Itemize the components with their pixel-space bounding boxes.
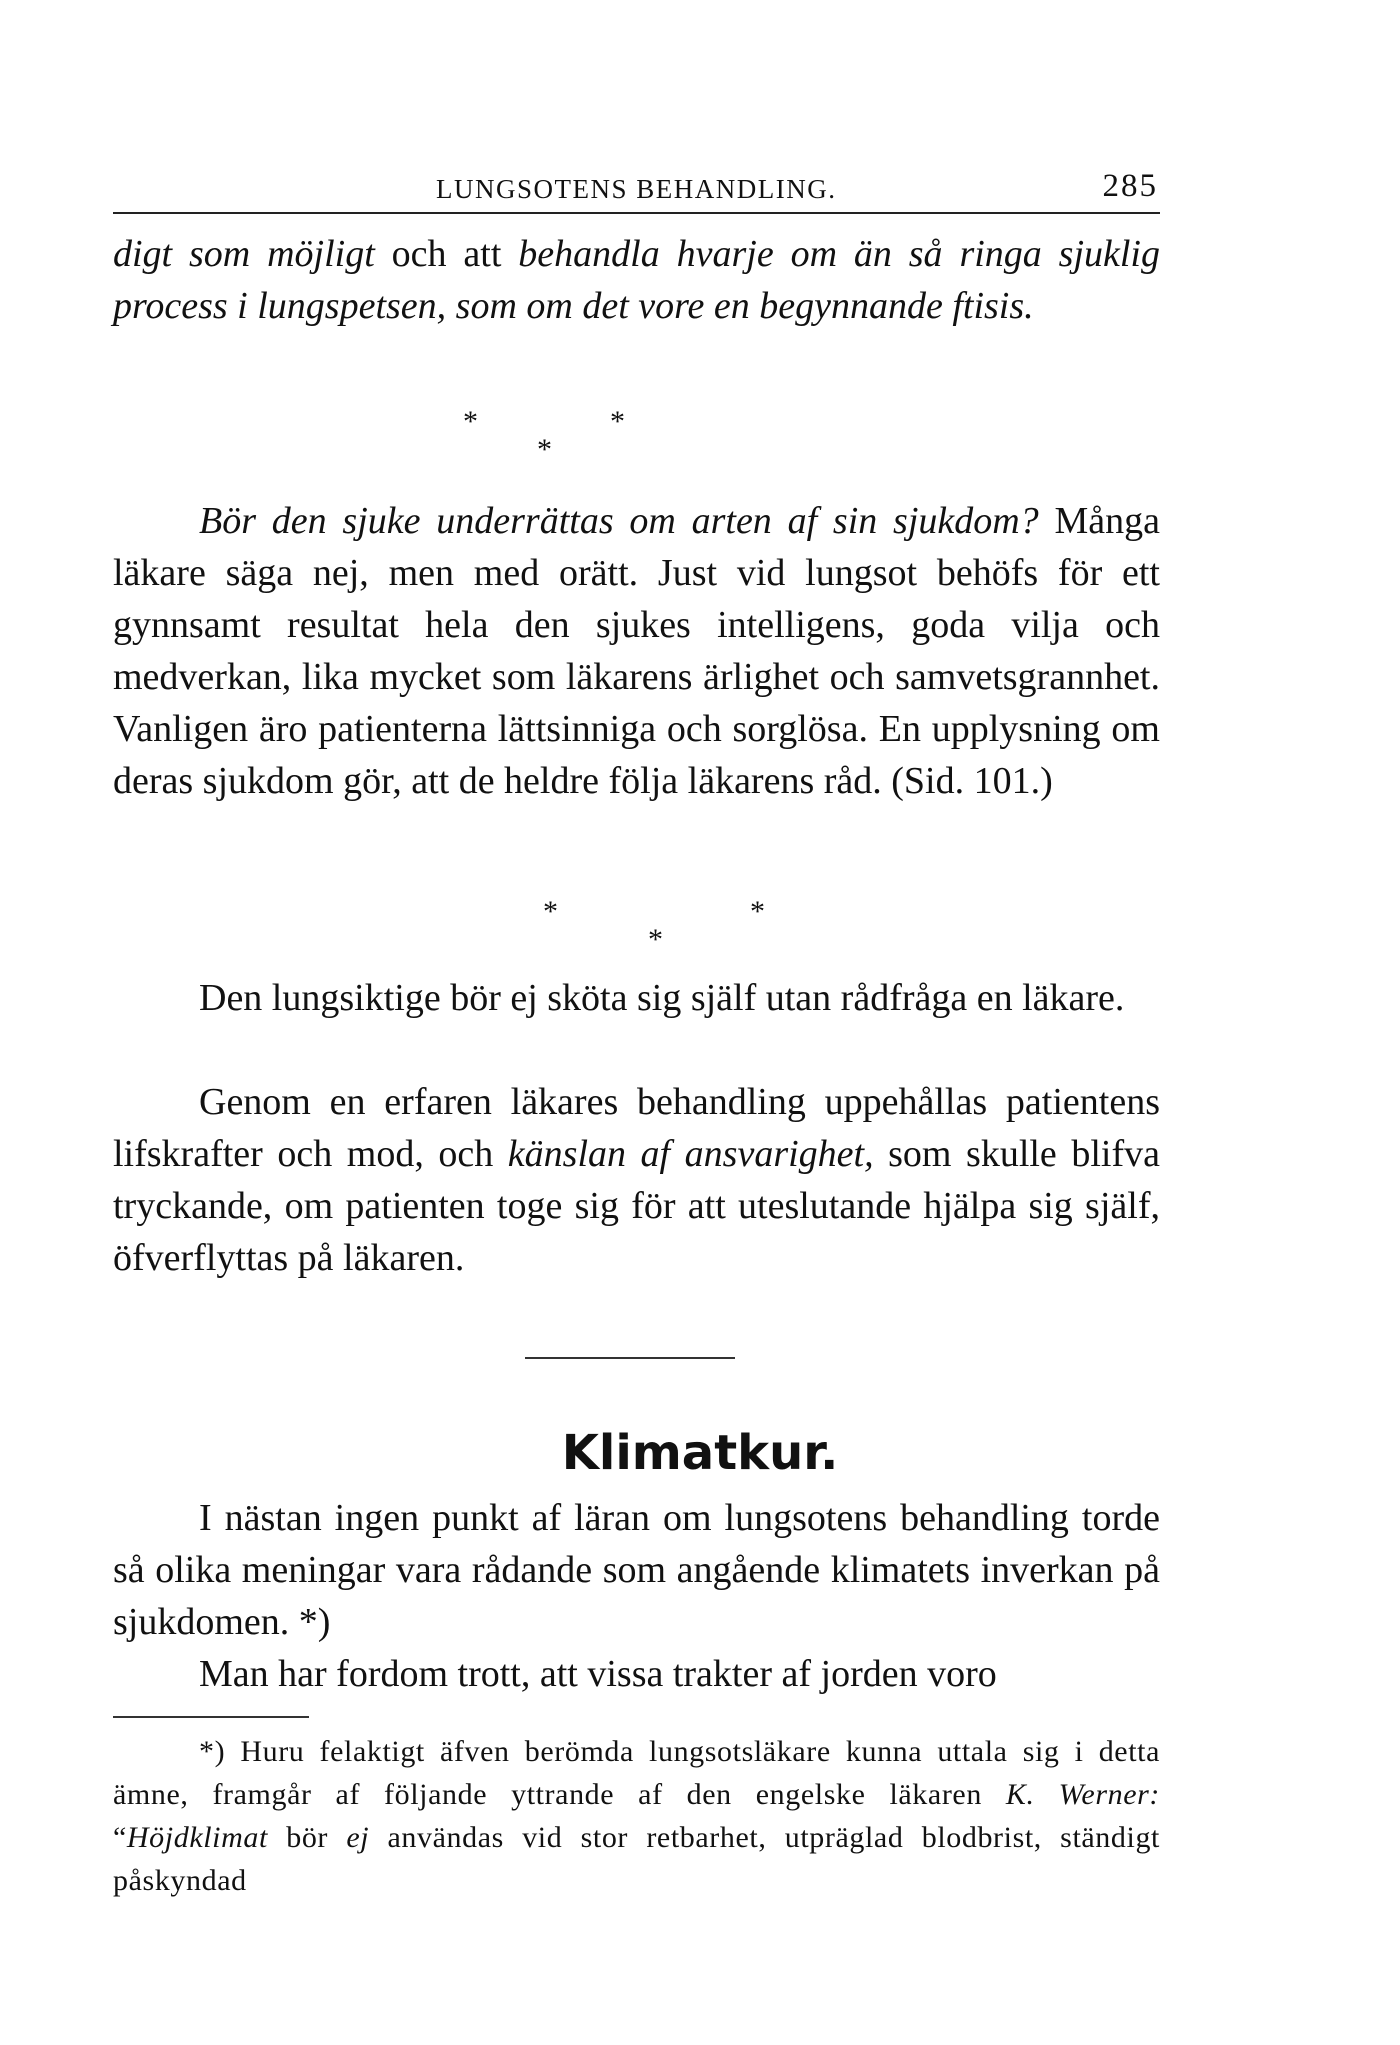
emphasis-text: digt som möjligt <box>113 233 375 275</box>
asterisk: * <box>463 405 478 438</box>
footnote <box>113 1730 1160 1902</box>
footnote-text: bör <box>267 1821 347 1854</box>
paragraph-climate-intro: I nästan ingen punkt af läran om lungsotens behandling torde så olika meningar vara rådande som angående klimatets inverkan på sjukdomen. *) <box>113 1497 1160 1643</box>
asterisk: * <box>648 923 663 956</box>
footnote-emphasis: ej <box>346 1821 370 1854</box>
paragraph-continuation <box>113 228 1160 332</box>
asterisk: * <box>610 405 625 438</box>
asterism-separator <box>540 895 765 956</box>
paragraph-text: Många läkare säga nej, men med orätt. Just vid lungsot behöfs för ett gynnsamt resultat hela den sjukes intelligens, goda vilja och medverkan, lika mycket som läkarens ärlighet och samvetsgrannhet. Vanligen äro patienterna lättsinniga och sorglösa. En upplysning om deras sjukdom gör, att de heldre följa läkarens råd. (Sid. 101.) <box>113 500 1160 802</box>
paragraph-text: Genom en erfaren läkares behandling uppehållas patientens lifskrafter och mod, och <box>113 1081 1160 1175</box>
paragraph-climate-history: Man har fordom trott, att vissa trakter af jorden voro <box>199 1653 997 1695</box>
asterism-separator <box>460 405 660 465</box>
asterisk: * <box>750 895 765 928</box>
page-header <box>113 168 1160 214</box>
page-number: 285 <box>1102 168 1158 204</box>
paragraph-patient-information <box>113 495 1160 807</box>
emphasis-text: behandla hvarje om än så ringa sjuklig process i lungspetsen, som om det vore en begynnande ftisis. <box>113 233 1160 327</box>
footnote-emphasis: Höjdklimat <box>126 1821 268 1854</box>
footnote-name: K. Werner: <box>1005 1778 1160 1811</box>
running-head: LUNGSOTENS BEHANDLING. <box>436 174 837 204</box>
footnote-text: *) Huru felaktigt äfven berömda lungsotsläkare kunna uttala sig i detta ämne, framgår af följande yttrande af den engelske läkaren <box>113 1735 1160 1811</box>
paragraph-treatment <box>113 1076 1160 1284</box>
paragraph-text: som skulle blifva tryckande, om patienten toge sig för att uteslutande hjälpa sig själf, öfverflyttas på läkaren. <box>113 1133 1160 1279</box>
footnote-quote-mark: “ <box>113 1821 127 1854</box>
section-divider <box>525 1357 735 1359</box>
emphasis-text: känslan af ansvarighet, <box>507 1133 874 1175</box>
section-title: Klimatkur. <box>561 1425 839 1481</box>
footnote-rule <box>113 1716 309 1718</box>
footnote-text: användas vid stor retbarhet, utpräglad blodbrist, ständigt påskyndad <box>113 1821 1160 1897</box>
paragraph-consult-doctor: Den lungsiktige bör ej sköta sig själf utan rådfråga en läkare. <box>199 977 1125 1019</box>
asterisk: * <box>537 433 552 466</box>
question-text: Bör den sjuke underrättas om arten af sin sjukdom? <box>199 500 1039 542</box>
asterisk: * <box>543 895 558 928</box>
paragraph-text: och att <box>374 233 519 275</box>
